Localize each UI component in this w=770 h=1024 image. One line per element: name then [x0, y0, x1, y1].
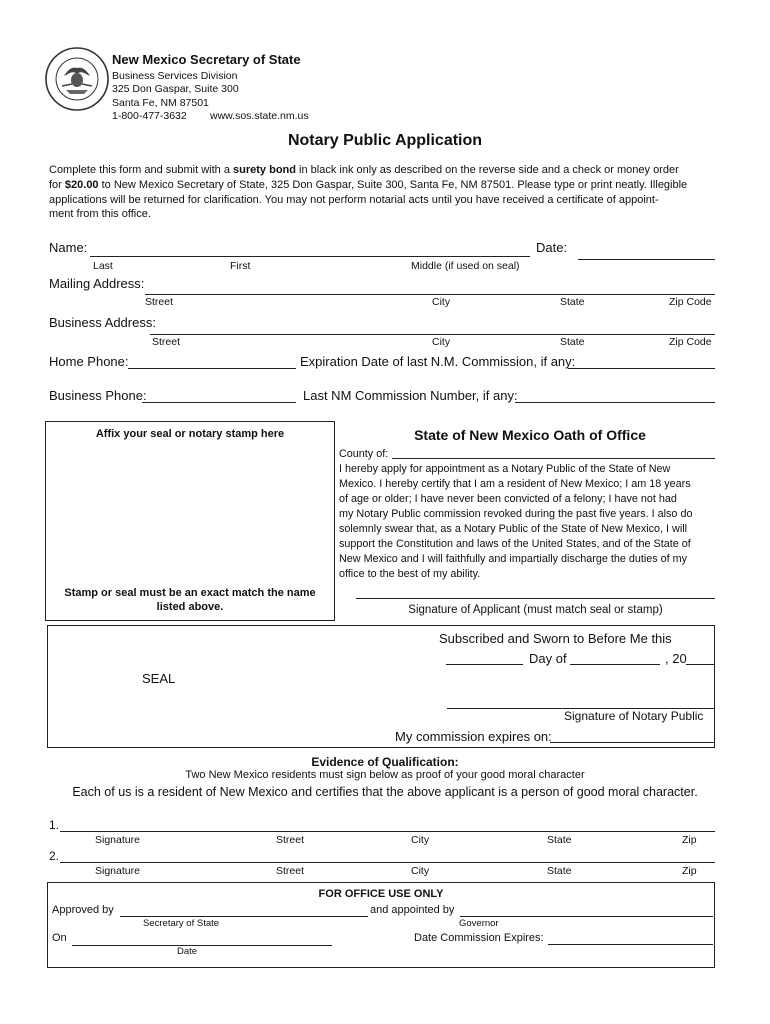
expiration-label: Expiration Date of last N.M. Commission, if any:	[300, 354, 576, 369]
reference-2-street-caption: Street	[276, 865, 305, 877]
business-city-caption: City	[432, 336, 451, 348]
intro-line-4: ment from this office.	[49, 208, 151, 220]
middle-caption: Middle (if used on seal)	[411, 260, 520, 272]
oath-line-4: my Notary Public commission revoked during the past five years. I also do	[339, 508, 693, 520]
county-input[interactable]	[392, 458, 715, 459]
on-date-input[interactable]	[72, 945, 332, 946]
mailing-street-caption: Street	[145, 296, 174, 308]
business-zip-caption: Zip Code	[669, 336, 712, 348]
address-line-2: Santa Fe, NM 87501	[112, 97, 209, 109]
business-phone-label: Business Phone:	[49, 388, 147, 403]
business-address-label: Business Address:	[49, 315, 156, 330]
reference-1-number: 1.	[49, 818, 60, 832]
home-phone-input[interactable]	[128, 368, 296, 369]
seal-label: SEAL	[142, 671, 176, 686]
evidence-statement: Each of us is a resident of New Mexico and certifies that the above applicant is a person of good moral character.	[72, 785, 698, 799]
address-line-1: 325 Don Gaspar, Suite 300	[112, 83, 239, 95]
page-title: Notary Public Application	[287, 132, 483, 149]
name-input[interactable]	[90, 256, 530, 257]
expiration-input[interactable]	[568, 368, 715, 369]
reference-1-signature-caption: Signature	[95, 834, 140, 846]
year-prefix: , 20	[665, 651, 687, 666]
date-label: Date:	[536, 240, 568, 255]
oath-line-1: I hereby apply for appointment as a Notary Public of the State of New	[339, 463, 671, 475]
reference-1-input[interactable]	[60, 831, 715, 832]
appointed-by-label: and appointed by	[370, 904, 455, 916]
date-input[interactable]	[578, 259, 715, 260]
evidence-title: Evidence of Qualification:	[311, 755, 459, 769]
applicant-signature-input[interactable]	[356, 598, 715, 599]
home-phone-label: Home Phone:	[49, 354, 129, 369]
governor-caption: Governor	[459, 918, 499, 929]
reference-2-signature-caption: Signature	[95, 865, 140, 877]
intro-line-2: for $20.00 to New Mexico Secretary of State, 325 Don Gaspar, Suite 300, Santa Fe, NM 87501. Please type or print neatly. Illegible	[49, 179, 688, 191]
oath-line-7: New Mexico and I will faithfully and impartially discharge the duties of my	[339, 553, 688, 565]
sworn-heading: Subscribed and Sworn to Before Me this	[439, 631, 672, 646]
oath-line-8: office to the best of my ability.	[339, 568, 481, 580]
appointed-by-input[interactable]	[460, 916, 713, 917]
phone: 1-800-477-3632	[112, 110, 187, 122]
business-address-input[interactable]	[150, 334, 715, 335]
office-use-title: FOR OFFICE USE ONLY	[318, 888, 444, 900]
reference-2-state-caption: State	[547, 865, 572, 877]
oath-line-2: Mexico. I hereby certify that I am a resident of New Mexico; I am 18 years	[339, 478, 691, 490]
day-input[interactable]	[446, 664, 523, 665]
oath-line-3: of age or older; I have never been convicted of a felony; I have not had	[339, 493, 677, 505]
oath-title: State of New Mexico Oath of Office	[414, 427, 646, 443]
business-phone-input[interactable]	[142, 402, 296, 403]
mailing-address-label: Mailing Address:	[49, 276, 145, 291]
mailing-city-caption: City	[432, 296, 451, 308]
county-label: County of:	[339, 448, 389, 460]
mailing-zip-caption: Zip Code	[669, 296, 712, 308]
division: Business Services Division	[112, 70, 238, 82]
reference-1-city-caption: City	[411, 834, 430, 846]
day-of-label: Day of	[529, 651, 567, 666]
reference-2-input[interactable]	[60, 862, 715, 863]
state-seal	[44, 46, 110, 112]
stamp-note-2: listed above.	[156, 601, 224, 613]
date-caption: Date	[177, 946, 198, 957]
month-input[interactable]	[570, 664, 660, 665]
stamp-note-1: Stamp or seal must be an exact match the name	[64, 587, 316, 599]
commission-number-input[interactable]	[515, 402, 715, 403]
stamp-box-title: Affix your seal or notary stamp here	[95, 428, 285, 440]
last-caption: Last	[93, 260, 113, 272]
org-name: New Mexico Secretary of State	[112, 52, 301, 67]
reference-2-number: 2.	[49, 849, 60, 863]
reference-2-city-caption: City	[411, 865, 430, 877]
website-link[interactable]: www.sos.state.nm.us	[210, 110, 309, 122]
secretary-caption: Secretary of State	[143, 918, 220, 929]
approved-by-label: Approved by	[52, 904, 114, 916]
commission-expires-label: My commission expires on:	[395, 729, 552, 744]
year-input[interactable]	[686, 664, 714, 665]
oath-line-5: solemnly swear that, as a Notary Public of the State of New Mexico, I will	[339, 523, 688, 535]
mailing-state-caption: State	[560, 296, 585, 308]
commission-number-label: Last NM Commission Number, if any:	[303, 388, 518, 403]
reference-1-state-caption: State	[547, 834, 572, 846]
on-label: On	[52, 932, 67, 944]
intro-line-1: Complete this form and submit with a surety bond in black ink only as described on the reverse side and a check or money order	[49, 164, 679, 176]
mailing-address-input[interactable]	[145, 294, 715, 295]
oath-line-6: support the Constitution and laws of the United States, and of the State of	[339, 538, 691, 550]
reference-1-street-caption: Street	[276, 834, 305, 846]
intro-line-3: applications will be returned for clarification. You may not perform notarial acts until you have received a certificate of appoint-	[49, 194, 659, 206]
notary-signature-caption: Signature of Notary Public	[564, 709, 704, 723]
commission-expires-input[interactable]	[550, 742, 714, 743]
business-state-caption: State	[560, 336, 585, 348]
applicant-signature-caption: Signature of Applicant (must match seal or stamp)	[408, 604, 663, 616]
evidence-subtitle: Two New Mexico residents must sign below as proof of your good moral character	[185, 769, 585, 781]
date-commission-expires-label: Date Commission Expires:	[414, 932, 544, 944]
reference-2-zip-caption: Zip	[682, 865, 697, 877]
first-caption: First	[230, 260, 251, 272]
date-commission-expires-input[interactable]	[548, 944, 713, 945]
reference-1-zip-caption: Zip	[682, 834, 697, 846]
name-label: Name:	[49, 240, 88, 255]
business-street-caption: Street	[152, 336, 181, 348]
approved-by-input[interactable]	[120, 916, 368, 917]
